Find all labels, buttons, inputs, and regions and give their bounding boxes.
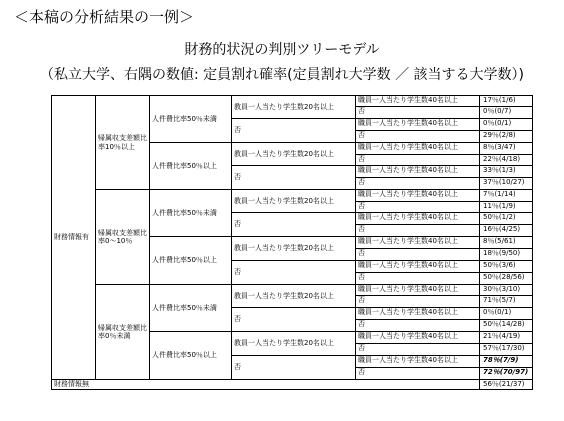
faculty-ratio-label-4: 否 — [234, 173, 241, 182]
staff-ratio-label: 職員一人当たり学生数40名以上 — [358, 213, 458, 221]
result-value: 57％(17/30) — [483, 344, 525, 352]
page-heading: ＜本稿の分析結果の一例＞ — [14, 8, 195, 26]
result-cell — [479, 95, 533, 106]
staff-ratio-cell — [355, 307, 479, 319]
result-value: 18％(9/50) — [483, 249, 521, 257]
result-value: 78％(7/9) — [483, 356, 519, 364]
balance-ratio-cell-1 — [95, 95, 149, 189]
personnel-ratio-cell-3 — [149, 189, 231, 236]
personnel-ratio-label-4: 人件費比率50％以上 — [152, 256, 217, 265]
personnel-ratio-cell-2 — [149, 142, 231, 189]
faculty-ratio-label-11: 教員一人当たり学生数20名以上 — [234, 339, 334, 348]
staff-ratio-label: 職員一人当たり学生数40名以上 — [358, 190, 458, 198]
balance-ratio-cell-2 — [95, 189, 149, 284]
staff-ratio-cell — [355, 284, 479, 295]
balance-ratio-cell-3 — [95, 284, 149, 379]
result-cell — [479, 367, 533, 379]
result-value: 50％(14/28) — [483, 320, 525, 328]
faculty-ratio-cell-3 — [231, 142, 355, 165]
staff-ratio-cell — [355, 367, 479, 379]
balance-ratio-label-2: 帰属収支差額比率0～10％ — [98, 228, 147, 245]
personnel-ratio-cell-5 — [149, 284, 231, 331]
staff-ratio-label: 否 — [358, 107, 365, 115]
result-cell — [479, 236, 533, 248]
staff-ratio-cell — [355, 142, 479, 154]
personnel-ratio-label-2: 人件費比率50％以上 — [152, 161, 217, 170]
staff-ratio-cell — [355, 154, 479, 165]
faculty-ratio-label-6: 否 — [234, 220, 241, 229]
result-cell — [479, 272, 533, 284]
staff-ratio-cell — [355, 272, 479, 284]
staff-ratio-cell — [355, 319, 479, 331]
result-value: 30％(3/10) — [483, 285, 521, 293]
faculty-ratio-cell-4 — [231, 165, 355, 189]
faculty-ratio-label-12: 否 — [234, 363, 241, 372]
staff-ratio-label: 否 — [358, 178, 365, 186]
result-value: 22％(4/18) — [483, 155, 521, 163]
faculty-ratio-cell-5 — [231, 189, 355, 212]
result-cell — [479, 224, 533, 236]
result-value: 17％(1/6) — [483, 96, 516, 104]
faculty-ratio-cell-12 — [231, 355, 355, 379]
staff-ratio-label: 否 — [358, 131, 365, 139]
result-cell — [479, 165, 533, 177]
faculty-ratio-label-3: 教員一人当たり学生数20名以上 — [234, 149, 334, 158]
result-value: 0％(0/1) — [483, 308, 512, 316]
no-financial-result-cell — [479, 379, 533, 390]
staff-ratio-cell — [355, 177, 479, 189]
staff-ratio-label: 職員一人当たり学生数40名以上 — [358, 119, 458, 127]
faculty-ratio-label-5: 教員一人当たり学生数20名以上 — [234, 196, 334, 205]
result-cell — [479, 142, 533, 154]
result-cell — [479, 343, 533, 355]
staff-ratio-label: 職員一人当たり学生数40名以上 — [358, 237, 458, 245]
result-value: 0％(0/1) — [483, 119, 512, 127]
staff-ratio-cell — [355, 201, 479, 212]
personnel-ratio-label-1: 人件費比率50％未満 — [152, 114, 217, 123]
decision-tree-table — [51, 95, 533, 390]
result-cell — [479, 201, 533, 212]
staff-ratio-label: 否 — [358, 368, 365, 376]
personnel-ratio-label-3: 人件費比率50％未満 — [152, 208, 217, 217]
staff-ratio-label: 否 — [358, 225, 365, 233]
faculty-ratio-label-1: 教員一人当たり学生数20名以上 — [234, 102, 334, 111]
result-value: 29％(2/8) — [483, 131, 516, 139]
staff-ratio-cell — [355, 236, 479, 248]
no-financial-result-value: 56％(21/37) — [483, 380, 525, 388]
result-value: 50％(3/6) — [483, 261, 516, 269]
faculty-ratio-label-7: 教員一人当たり学生数20名以上 — [234, 244, 334, 253]
staff-ratio-cell — [355, 165, 479, 177]
staff-ratio-cell — [355, 355, 479, 367]
result-cell — [479, 284, 533, 295]
faculty-ratio-label-10: 否 — [234, 315, 241, 324]
staff-ratio-cell — [355, 130, 479, 142]
staff-ratio-label: 否 — [358, 320, 365, 328]
result-cell — [479, 295, 533, 307]
result-value: 7％(1/14) — [483, 190, 516, 198]
result-cell — [479, 189, 533, 201]
staff-ratio-cell — [355, 106, 479, 118]
staff-ratio-label: 否 — [358, 344, 365, 352]
faculty-ratio-label-8: 否 — [234, 268, 241, 277]
model-subtitle: （私立大学、右隅の数値: 定員割れ確率(定員割れ大学数 ／ 該当する大学数）) — [40, 67, 524, 83]
result-cell — [479, 355, 533, 367]
staff-ratio-cell — [355, 331, 479, 343]
result-value: 8％(5/61) — [483, 237, 516, 245]
result-value: 33％(1/3) — [483, 166, 516, 174]
staff-ratio-label: 職員一人当たり学生数40名以上 — [358, 332, 458, 340]
result-cell — [479, 177, 533, 189]
result-cell — [479, 319, 533, 331]
staff-ratio-label: 職員一人当たり学生数40名以上 — [358, 166, 458, 174]
faculty-ratio-cell-11 — [231, 331, 355, 355]
result-value: 71％(5/7) — [483, 296, 516, 304]
staff-ratio-cell — [355, 189, 479, 201]
result-cell — [479, 118, 533, 130]
personnel-ratio-cell-1 — [149, 95, 231, 142]
faculty-ratio-cell-2 — [231, 118, 355, 142]
staff-ratio-label: 職員一人当たり学生数40名以上 — [358, 356, 458, 364]
faculty-ratio-cell-9 — [231, 284, 355, 307]
staff-ratio-cell — [355, 260, 479, 272]
result-value: 8％(3/47) — [483, 143, 516, 151]
result-value: 21％(4/19) — [483, 332, 521, 340]
staff-ratio-label: 否 — [358, 273, 365, 281]
result-cell — [479, 331, 533, 343]
personnel-ratio-cell-4 — [149, 236, 231, 284]
faculty-ratio-cell-7 — [231, 236, 355, 260]
balance-ratio-label-1: 帰属収支差額比率10％以上 — [98, 134, 147, 151]
faculty-ratio-cell-6 — [231, 212, 355, 236]
staff-ratio-cell — [355, 248, 479, 260]
model-title: 財務的状況の判別ツリーモデル — [184, 42, 380, 58]
faculty-ratio-cell-8 — [231, 260, 355, 284]
result-cell — [479, 260, 533, 272]
staff-ratio-cell — [355, 212, 479, 224]
faculty-ratio-label-2: 否 — [234, 126, 241, 135]
result-value: 11％(1/9) — [483, 202, 516, 210]
result-cell — [479, 130, 533, 142]
staff-ratio-cell — [355, 343, 479, 355]
result-value: 16％(4/25) — [483, 225, 521, 233]
result-value: 0％(0/7) — [483, 107, 512, 115]
faculty-ratio-label-9: 教員一人当たり学生数20名以上 — [234, 291, 334, 300]
result-cell — [479, 248, 533, 260]
staff-ratio-label: 職員一人当たり学生数40名以上 — [358, 308, 458, 316]
result-cell — [479, 212, 533, 224]
financial-info-no-label: 財務情報無 — [54, 380, 89, 388]
personnel-ratio-label-6: 人件費比率50％以上 — [152, 351, 217, 360]
result-value: 50％(1/2) — [483, 213, 516, 221]
staff-ratio-label: 職員一人当たり学生数40名以上 — [358, 285, 458, 293]
staff-ratio-label: 否 — [358, 155, 365, 163]
staff-ratio-cell — [355, 295, 479, 307]
staff-ratio-label: 否 — [358, 249, 365, 257]
financial-info-yes-label: 財務情報有 — [54, 233, 89, 242]
result-cell — [479, 154, 533, 165]
staff-ratio-cell — [355, 118, 479, 130]
financial-info-no-cell — [51, 379, 479, 390]
staff-ratio-cell — [355, 224, 479, 236]
personnel-ratio-cell-6 — [149, 331, 231, 379]
result-value: 50％(28/56) — [483, 273, 525, 281]
result-value: 37％(10/27) — [483, 178, 525, 186]
personnel-ratio-label-5: 人件費比率50％未満 — [152, 303, 217, 312]
balance-ratio-label-3: 帰属収支差額比率0％未満 — [98, 323, 147, 340]
result-value: 72％(70/97) — [483, 368, 529, 376]
staff-ratio-label: 職員一人当たり学生数40名以上 — [358, 261, 458, 269]
staff-ratio-cell — [355, 95, 479, 106]
result-cell — [479, 307, 533, 319]
staff-ratio-label: 職員一人当たり学生数40名以上 — [358, 143, 458, 151]
faculty-ratio-cell-10 — [231, 307, 355, 331]
staff-ratio-label: 職員一人当たり学生数40名以上 — [358, 96, 458, 104]
result-cell — [479, 106, 533, 118]
staff-ratio-label: 否 — [358, 202, 365, 210]
staff-ratio-label: 否 — [358, 296, 365, 304]
faculty-ratio-cell-1 — [231, 95, 355, 118]
financial-info-yes-cell — [51, 95, 95, 379]
